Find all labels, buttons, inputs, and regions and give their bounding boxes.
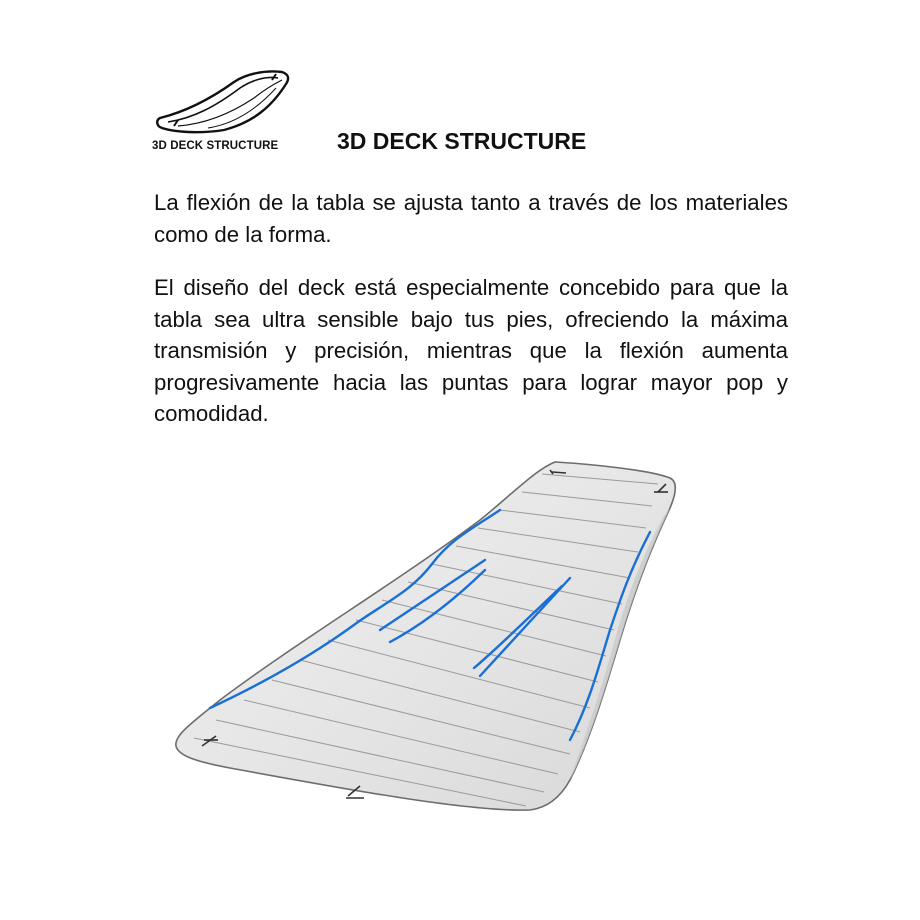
board-illustration (150, 440, 710, 840)
badge-label: 3D DECK STRUCTURE (152, 140, 279, 152)
board-outline-icon (154, 66, 294, 136)
page-title: 3D DECK STRUCTURE (337, 128, 587, 154)
paragraph-deck-design: El diseño del deck está especialmente concebido para que la tabla sea ultra sensible bajo tus pies, ofreciendo la máxima transmisión y precisión, mientras que la flexión aumenta progresivamente hacia las puntas para lograr mayor pop y comodidad. (154, 275, 788, 426)
deck-structure-badge (148, 66, 304, 156)
paragraph-flex: La flexión de la tabla se ajusta tanto a través de los materiales como de la forma. (154, 190, 788, 247)
kiteboard-3d-deck-illustration (150, 440, 710, 840)
description (154, 187, 788, 452)
